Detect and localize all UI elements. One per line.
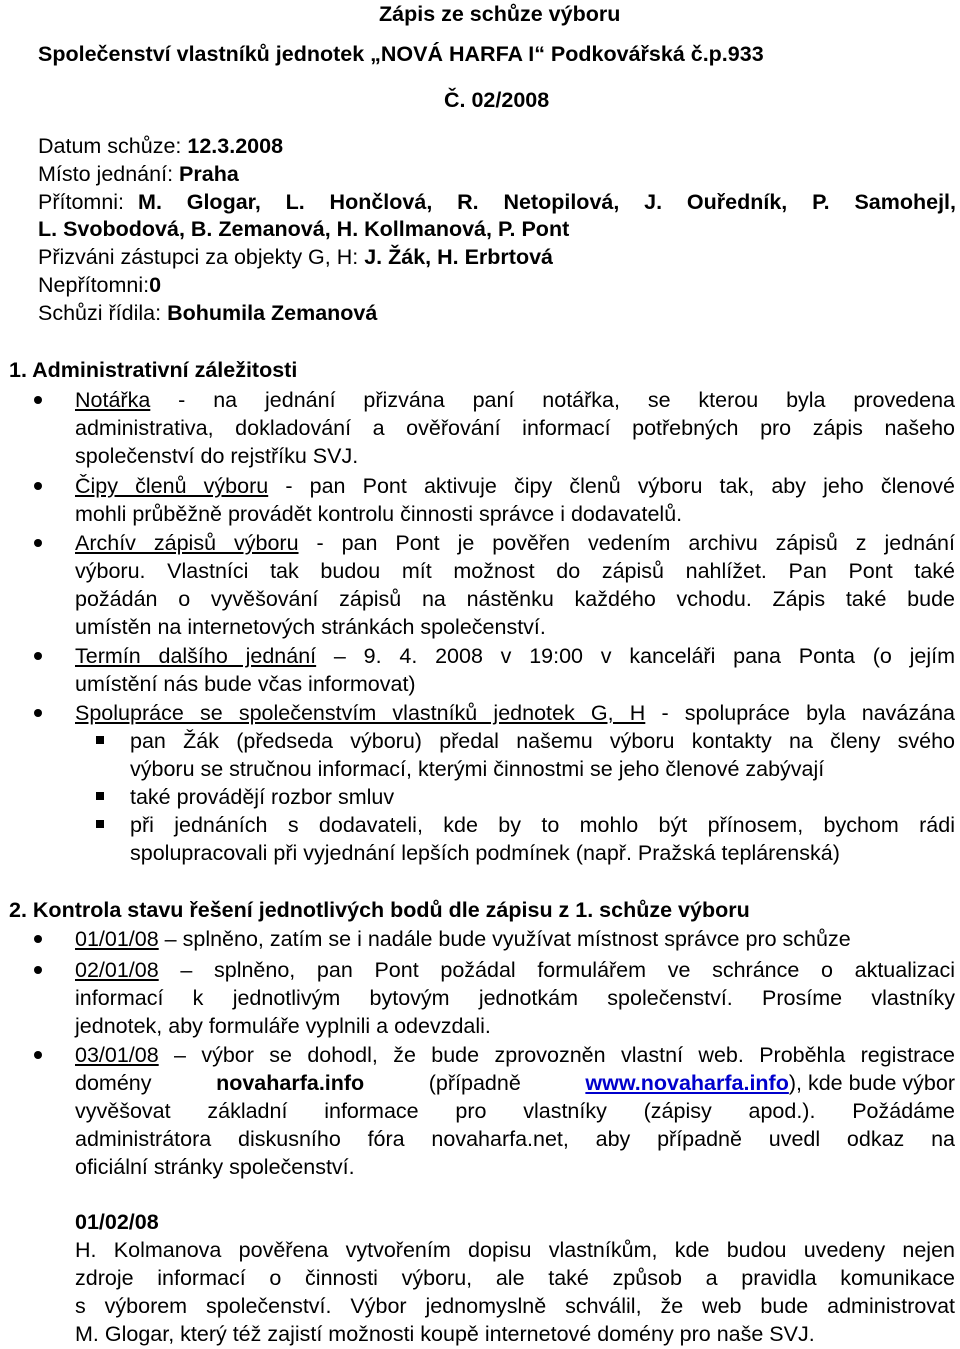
- bullet-icon: [34, 652, 42, 660]
- absent-value: 0: [149, 273, 162, 297]
- invited: [38, 243, 553, 271]
- bullet-icon: [34, 396, 42, 404]
- point-code: 01/02/08: [75, 1210, 159, 1234]
- date-value: 12.3.2008: [187, 134, 284, 158]
- invited-value: J. Žák, H. Erbrtová: [364, 245, 554, 269]
- item-archive-line-3: požádán o vyvěšování zápisů na nástěnku každého vchodu. Zápis také bude: [75, 587, 955, 611]
- bullet-icon: [34, 539, 42, 547]
- item-notary-line-1: Notářka - na jednání přizvána paní notářka, se kterou byla provedena: [75, 388, 955, 412]
- item-archive-term: Archív zápisů výboru: [75, 531, 299, 555]
- item-cooperation-term: Spolupráce se společenstvím vlastníků jednotek G, H: [75, 701, 646, 725]
- check-item-1: 01/01/08 – splněno, zatím se i nadále bude využívat místnost správce pro schůze: [75, 927, 851, 951]
- subitem-1-line-1: pan Žák (předseda výboru) předal našemu výboru kontakty na členy svého: [130, 729, 955, 753]
- absent: [38, 271, 161, 299]
- check-item-2-code: 02/01/08: [75, 958, 159, 982]
- check-item-1-code: 01/01/08: [75, 927, 159, 951]
- point-line-3: s výborem společenství. Výbor jednomyslně schválil, že web bude administrovat: [75, 1294, 955, 1318]
- subitem-3-line-2: spolupracovali při vyjednání lepších podmínek (např. Pražská teplárenská): [130, 841, 840, 865]
- point-line-4: M. Glogar, který též zajistí možnosti koupě internetové domény pro naše SVJ.: [75, 1322, 815, 1346]
- section-2-heading: 2. Kontrola stavu řešení jednotlivých bodů dle zápisu z 1. schůze výboru: [9, 898, 750, 922]
- organization-name: Společenství vlastníků jednotek „NOVÁ HARFA I“ Podkovářská č.p.933: [38, 42, 764, 66]
- item-cooperation-line-1: Spolupráce se společenstvím vlastníků jednotek G, H - spolupráce byla navázána: [75, 701, 956, 725]
- document-title: Zápis ze schůze výboru: [379, 2, 621, 26]
- meeting-date: [38, 132, 283, 160]
- item-archive-line-4: umístěn na internetových stránkách společenství.: [75, 615, 546, 639]
- bullet-icon: [34, 1051, 42, 1059]
- check-item-3-line-3: vyvěšovat základní informace pro vlastníky (zápisy apod.). Požádáme: [75, 1099, 955, 1123]
- check-item-3-code: 03/01/08: [75, 1043, 159, 1067]
- point-line-1: H. Kolmanova pověřena vytvořením dopisu vlastníkům, kde budou uvedeny nejen: [75, 1238, 955, 1262]
- check-item-3-line-2: domény novaharfa.info (případně www.novaharfa.info), kde bude výbor: [75, 1071, 955, 1095]
- check-item-2-line-2: informací k jednotlivým bytovým jednotkám společenství. Prosíme vlastníky: [75, 986, 955, 1010]
- subitem-2-line-1: také provádějí rozbor smluv: [130, 785, 395, 809]
- square-bullet-icon: [96, 820, 104, 828]
- place-value: Praha: [179, 162, 239, 186]
- point-line-2: zdroje informací o činnosti výboru, ale také způsob a pravidla komunikace: [75, 1266, 955, 1290]
- chair-value: Bohumila Zemanová: [167, 301, 378, 325]
- present-label: Přítomni:: [38, 190, 125, 214]
- item-chips-term: Čipy členů výboru: [75, 474, 269, 498]
- meeting-place: [38, 160, 239, 188]
- present-line-1: [38, 188, 956, 216]
- check-item-3-line-5: oficiální stránky společenství.: [75, 1155, 355, 1179]
- date-label: Datum schůze:: [38, 134, 182, 158]
- check-item-2-line-1: 02/01/08 – splněno, pan Pont požádal formulářem ve schránce o aktualizaci: [75, 958, 955, 982]
- square-bullet-icon: [96, 736, 104, 744]
- item-archive-line-2: výboru. Vlastníci tak budou mít možnost do zápisů nahlížet. Pan Pont také: [75, 559, 955, 583]
- check-item-3-line-4: administrátora diskusního fóra novaharfa.net, aby případně uvedl odkaz na: [75, 1127, 955, 1151]
- check-item-3-line-1: 03/01/08 – výbor se dohodl, že bude zprovozněn vlastní web. Proběhla registrace: [75, 1043, 955, 1067]
- section-1-heading: 1. Administrativní záležitosti: [9, 358, 298, 382]
- item-notary-line-2: administrativa, dokladování a ověřování informací potřebných pro zápis našeho: [75, 416, 955, 440]
- bullet-icon: [34, 966, 42, 974]
- item-chips-line-2: mohli průběžně provádět kontrolu činnosti správce i dodavatelů.: [75, 502, 683, 526]
- bullet-icon: [34, 935, 42, 943]
- item-next-meeting-line-2: umístění nás bude včas informovat): [75, 672, 416, 696]
- document-number: Č. 02/2008: [444, 88, 550, 112]
- present-names-2: L. Svobodová, B. Zemanová, H. Kollmanová, P. Pont: [38, 217, 570, 241]
- item-notary-line-3: společenství do rejstříku SVJ.: [75, 444, 359, 468]
- chair: [38, 299, 377, 327]
- item-notary-term: Notářka: [75, 388, 151, 412]
- square-bullet-icon: [96, 792, 104, 800]
- bullet-icon: [34, 709, 42, 717]
- chair-label: Schůzi řídila:: [38, 301, 162, 325]
- present-names-1: M. Glogar, L. Hončlová, R. Netopilová, J. Ouředník, P. Samohejl,: [138, 190, 956, 214]
- item-next-meeting-line-1: Termín dalšího jednání – 9. 4. 2008 v 19:00 v kanceláři pana Ponta (o jejím: [75, 644, 955, 668]
- absent-label: Nepřítomni:: [38, 273, 150, 297]
- item-next-meeting-term: Termín dalšího jednání: [75, 644, 317, 668]
- subitem-3-line-1: při jednáních s dodavateli, kde by to mohlo být přínosem, bychom rádi: [130, 813, 955, 837]
- website-link[interactable]: www.novaharfa.info: [585, 1071, 789, 1095]
- item-chips-line-1: Čipy členů výboru - pan Pont aktivuje čipy členů výboru tak, aby jeho členové: [75, 474, 955, 498]
- invited-label: Přizváni zástupci za objekty G, H:: [38, 245, 359, 269]
- item-archive-line-1: Archív zápisů výboru - pan Pont je pověřen vedením archivu zápisů z jednání: [75, 531, 955, 555]
- place-label: Místo jednání:: [38, 162, 174, 186]
- subitem-1-line-2: výboru se stručnou informací, kterými činnostmi se jeho členové zabývají: [130, 757, 825, 781]
- bullet-icon: [34, 482, 42, 490]
- domain-name: novaharfa.info: [216, 1071, 365, 1095]
- check-item-2-line-3: jednotek, aby formuláře vyplnili a odevzdali.: [75, 1014, 491, 1038]
